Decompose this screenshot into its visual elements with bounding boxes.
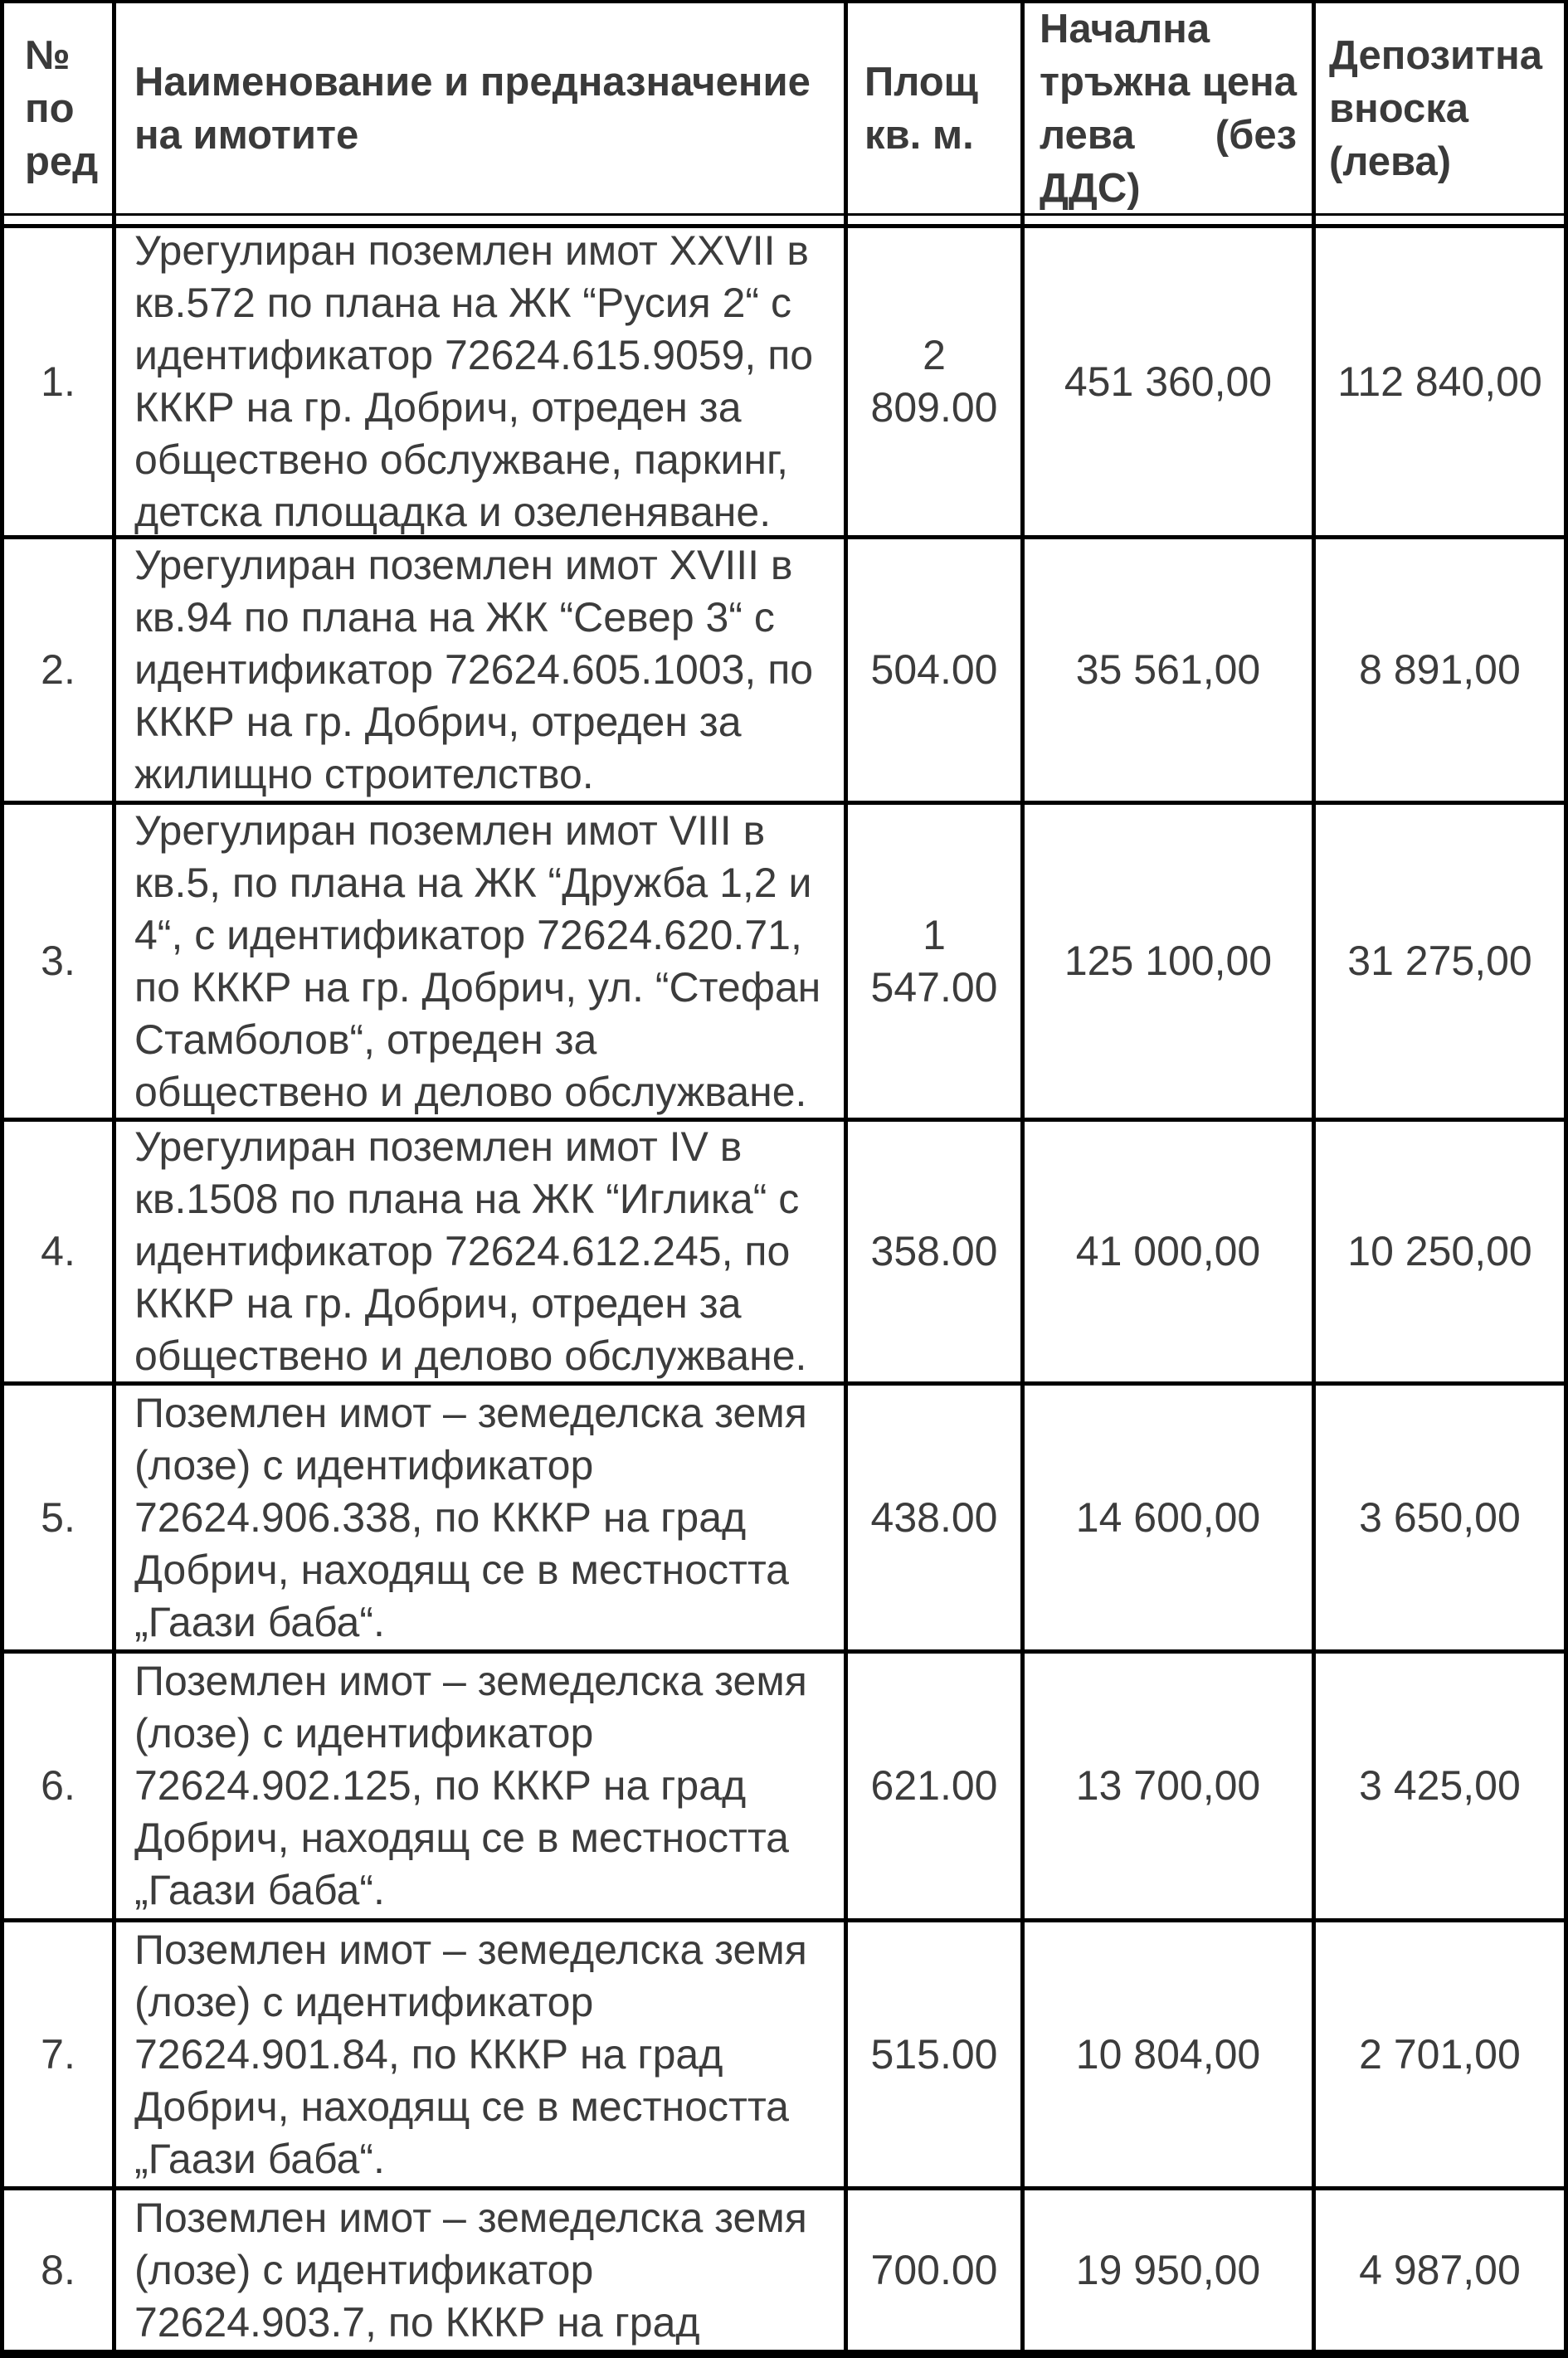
property-description-cell [116,539,848,801]
deposit-cell-text: 31 275,00 [1347,938,1532,984]
property-description-cell [116,1386,848,1649]
deposit-cell-text: 4 987,00 [1359,2246,1521,2293]
row-number-cell [4,539,116,801]
table-row [4,801,1564,1118]
header-deposit-column [1316,3,1564,213]
deposit-cell [1316,1386,1564,1649]
property-description-cell [116,1654,848,1918]
property-description-cell-text: Урегулиран поземлен имот XVIII в кв.94 по плана на ЖК “Север 3“ с идентификатор 72624.605.1003, по КККР на гр. Добрич, отреден за жилищно строителство. [134,542,814,797]
area-cell [848,1122,1025,1381]
deposit-cell [1316,539,1564,801]
starting-price-cell [1025,228,1316,535]
starting-price-cell [1025,1386,1316,1649]
property-description-cell-text: Поземлен имот – земеделска земя (лозе) с идентификатор 72624.906.338, по КККР на град Добрич, находящ се в местността „Гаази баба“. [134,1389,807,1645]
header-body-separator [4,216,1564,224]
table-row [4,1381,1564,1649]
starting-price-cell [1025,2190,1316,2350]
starting-price-cell [1025,1922,1316,2186]
starting-price-cell [1025,1122,1316,1381]
deposit-cell-text: 2 701,00 [1359,2030,1521,2078]
area-cell-text: 2 809.00 [870,332,998,431]
header-number-label: № по ред [25,32,99,184]
property-description-cell [116,805,848,1118]
deposit-cell [1316,805,1564,1118]
starting-price-cell [1025,805,1316,1118]
property-description-cell [116,2190,848,2350]
row-number-cell-text: 7. [41,2030,75,2078]
row-number-cell [4,228,116,535]
area-cell [848,805,1025,1118]
deposit-cell [1316,1654,1564,1918]
area-cell-text: 504.00 [870,646,998,693]
area-cell [848,539,1025,801]
area-cell-text: 438.00 [870,1493,998,1541]
area-cell-text: 621.00 [870,1762,998,1809]
starting-price-cell-text: 19 950,00 [1075,2246,1261,2293]
area-cell-text: 358.00 [870,1228,998,1274]
starting-price-cell-text: 35 561,00 [1075,646,1261,693]
row-number-cell-text: 1. [41,358,75,405]
area-cell-text: 1 547.00 [870,911,998,1011]
property-description-cell-text: Поземлен имот – земеделска земя (лозе) с идентификатор 72624.903.7, по КККР на град [134,2194,807,2346]
table-row [4,1118,1564,1381]
property-description-cell-text: Поземлен имот – земеделска земя (лозе) с идентификатор 72624.901.84, по КККР на град Добрич, находящ се в местността „Гаази баба“. [134,1926,807,2182]
header-number-column [4,3,116,213]
area-cell [848,2190,1025,2350]
table-header-row [4,3,1564,216]
property-description-cell-text: Урегулиран поземлен имот VIII в кв.5, по плана на ЖК “Дружба 1,2 и 4“, с идентификатор 72624.620.71, по КККР на гр. Добрич, ул. “Стефан Стамболов“, отреден за обществено и делово обслужване. [134,806,821,1115]
header-price-label: Начална тръжна цена лева (без ДДС) [1040,6,1297,211]
header-name-label: Наименование и предназначение на имотите [134,59,811,158]
deposit-cell [1316,2190,1564,2350]
starting-price-cell-text: 451 360,00 [1064,358,1273,405]
header-area-column [848,3,1025,213]
table-row [4,1918,1564,2186]
property-description-cell-text: Урегулиран поземлен имот XXVII в кв.572 по плана на ЖК “Русия 2“ с идентификатор 72624.615.9059, по КККР на гр. Добрич, отреден за обществено обслужване, паркинг, детска площадка и озеленяване. [134,228,814,535]
starting-price-cell-text: 41 000,00 [1075,1228,1261,1274]
deposit-cell-text: 8 891,00 [1359,646,1521,693]
row-number-cell-text: 2. [41,646,75,693]
property-description-cell [116,1122,848,1381]
row-number-cell [4,1654,116,1918]
deposit-cell [1316,1122,1564,1381]
area-cell [848,1654,1025,1918]
starting-price-cell [1025,1654,1316,1918]
table-row [4,2186,1564,2350]
row-number-cell-text: 8. [41,2246,75,2293]
starting-price-cell-text: 10 804,00 [1075,2030,1261,2078]
starting-price-cell-text: 125 100,00 [1064,938,1273,984]
deposit-cell [1316,1922,1564,2186]
row-number-cell [4,2190,116,2350]
deposit-cell-text: 112 840,00 [1337,358,1542,405]
table-row [4,1649,1564,1918]
header-price-column [1025,3,1316,213]
deposit-cell-text: 3 650,00 [1359,1493,1521,1541]
header-area-label: Площ кв. м. [864,59,978,158]
area-cell [848,1922,1025,2186]
starting-price-cell-text: 13 700,00 [1075,1762,1261,1809]
table-row [4,224,1564,535]
area-cell [848,1386,1025,1649]
row-number-cell [4,1122,116,1381]
deposit-cell-text: 3 425,00 [1359,1762,1521,1809]
header-deposit-label: Депозитна вноска (лева) [1329,32,1542,184]
property-description-cell [116,228,848,535]
property-description-cell-text: Поземлен имот – земеделска земя (лозе) с идентификатор 72624.902.125, по КККР на град Добрич, находящ се в местността „Гаази баба“. [134,1658,807,1913]
area-cell-text: 700.00 [870,2246,998,2293]
row-number-cell [4,1386,116,1649]
starting-price-cell-text: 14 600,00 [1075,1493,1261,1541]
area-cell [848,228,1025,535]
header-name-column [116,3,848,213]
row-number-cell [4,805,116,1118]
deposit-cell-text: 10 250,00 [1347,1228,1532,1274]
row-number-cell-text: 3. [41,938,75,984]
deposit-cell [1316,228,1564,535]
row-number-cell-text: 5. [41,1493,75,1541]
row-number-cell-text: 6. [41,1762,75,1809]
area-cell-text: 515.00 [870,2030,998,2078]
row-number-cell [4,1922,116,2186]
starting-price-cell [1025,539,1316,801]
table-row [4,535,1564,801]
property-description-cell [116,1922,848,2186]
page-bottom-cut-edge [0,2350,1568,2358]
row-number-cell-text: 4. [41,1228,75,1274]
property-description-cell-text: Урегулиран поземлен имот IV в кв.1508 по плана на ЖК “Иглика“ с идентификатор 72624.612.245, по КККР на гр. Добрич, отреден за обществено и делово обслужване. [134,1123,807,1379]
